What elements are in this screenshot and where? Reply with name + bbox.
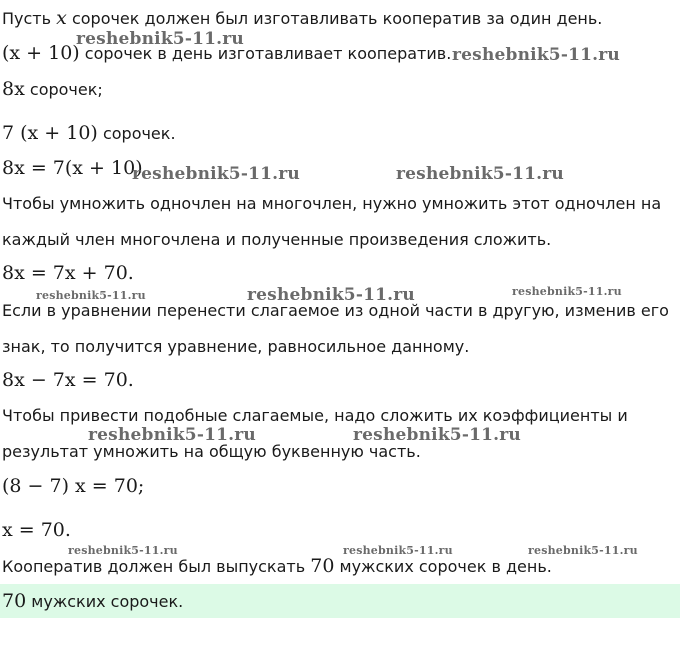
watermark: reshebnik5-11.ru — [396, 164, 564, 184]
text: Если в уравнении перенести слагаемое из одной части в другую, изменив его — [2, 301, 669, 320]
text-line-12 — [2, 405, 628, 427]
text: сорочек. — [97, 124, 176, 143]
text-line-7 — [2, 229, 551, 251]
text-line-4 — [2, 122, 176, 145]
watermark: reshebnik5-11.ru — [343, 544, 453, 557]
math-expression: (8 − 7) x = 70; — [2, 475, 145, 497]
math-expression: 8x − 7x = 70. — [2, 369, 134, 391]
text: Пусть — [2, 9, 57, 28]
answer-box — [0, 584, 680, 618]
answer-text — [2, 590, 183, 613]
equation-line-11 — [2, 369, 134, 392]
text: каждый член многочлена и полученные произведения сложить. — [2, 230, 552, 249]
text: мужских сорочек. — [26, 592, 184, 611]
math-number: 70 — [310, 555, 335, 577]
watermark: reshebnik5-11.ru — [452, 45, 620, 65]
text: Кооператив должен был выпускать — [2, 557, 311, 576]
math-var: x — [56, 7, 67, 29]
text: мужских сорочек в день. — [334, 557, 552, 576]
watermark: reshebnik5-11.ru — [528, 544, 638, 557]
watermark: reshebnik5-11.ru — [36, 289, 146, 302]
text: Чтобы умножить одночлен на многочлен, нужно умножить этот одночлен на — [2, 194, 662, 213]
equation-line-5 — [2, 157, 143, 180]
math-expression: (x + 10) — [2, 42, 80, 64]
watermark: reshebnik5-11.ru — [512, 285, 622, 298]
watermark: reshebnik5-11.ru — [76, 29, 244, 49]
text-line-3 — [2, 78, 103, 101]
watermark: reshebnik5-11.ru — [353, 425, 521, 445]
watermark: reshebnik5-11.ru — [68, 544, 178, 557]
math-expression: 8x — [2, 78, 25, 100]
equation-line-8 — [2, 262, 134, 285]
math-expression: 7 (x + 10) — [2, 122, 98, 144]
text-line-10 — [2, 336, 469, 358]
math-expression: x = 70. — [2, 519, 71, 541]
text-line-6 — [2, 193, 661, 215]
text: знак, то получится уравнение, равносильное данному. — [2, 337, 470, 356]
watermark: reshebnik5-11.ru — [132, 164, 300, 184]
math-number: 70 — [2, 590, 27, 612]
text-line-1 — [2, 7, 602, 30]
watermark: reshebnik5-11.ru — [247, 285, 415, 305]
text: Чтобы привести подобные слагаемые, надо сложить их коэффициенты и — [2, 406, 628, 425]
text: сорочек должен был изготавливать кооператив за один день. — [66, 9, 603, 28]
math-expression: 8x = 7(x + 10) — [2, 157, 143, 179]
text: сорочек в день изготавливает кооператив. — [79, 44, 452, 63]
math-expression: 8x = 7x + 70. — [2, 262, 134, 284]
watermark: reshebnik5-11.ru — [88, 425, 256, 445]
text: результат умножить на общую буквенную часть. — [2, 442, 421, 461]
equation-line-15 — [2, 519, 71, 542]
equation-line-14 — [2, 475, 144, 498]
text-line-16 — [2, 555, 552, 578]
text: сорочек; — [24, 80, 103, 99]
